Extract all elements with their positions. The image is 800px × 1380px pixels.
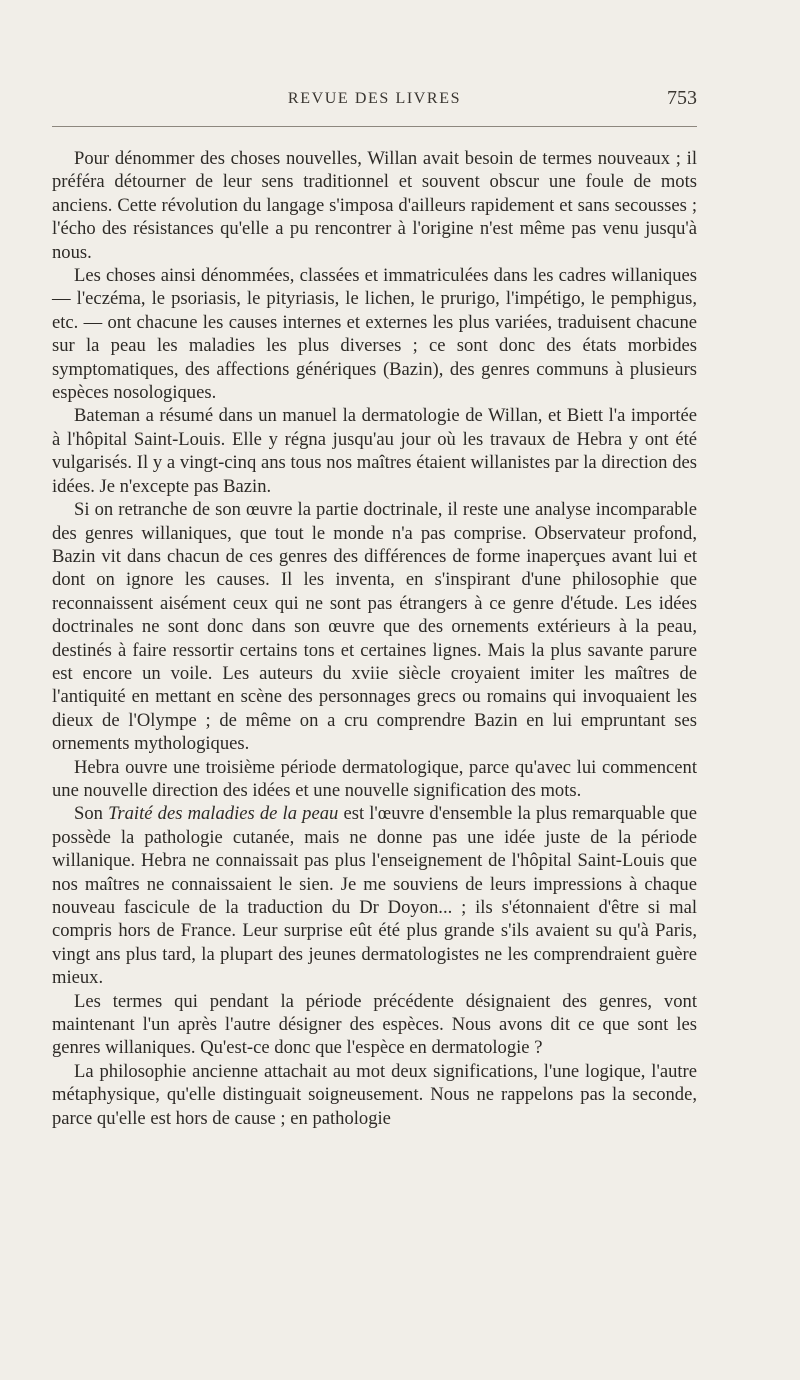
page-number: 753 [667, 87, 697, 109]
paragraph: Hebra ouvre une troisième période dermatologique, parce qu'avec lui commencent une nouvelle direction des idées et une nouvelle signification des mots. [52, 756, 697, 801]
header-rule [52, 126, 697, 127]
book-title: Traité des maladies de la peau [108, 803, 339, 825]
paragraph [52, 802, 697, 989]
running-header [52, 86, 697, 116]
paragraph-lead: Son [74, 803, 109, 825]
paragraph: Si on retranche de son œuvre la partie doctrinale, il reste une analyse incomparable des genres willaniques, que tout le monde n'a pas comprise. Observateur profond, Bazin vit dans chacun de ces genres des différences de forme inaperçues avant lui et dont on ignore les causes. Il les inventa, en s'inspirant d'une philosophie que reconnaissent aisément ceux qui ne sont pas étrangers à ce genre d'étude. Les idées doctrinales ne sont donc dans son œuvre que des ornements extérieurs à la peau, destinés à faire ressortir certains tons et certaines lignes. Mais la plus savante parure est encore un voile. Les auteurs du xviie siècle croyaient imiter les maîtres de l'antiquité en mettant en scène des personnages grecs ou romains qui invoquaient les dieux de l'Olympe ; de même on a cru comprendre Bazin en lui empruntant ses ornements mythologiques. [52, 499, 697, 755]
paragraph: Pour dénommer des choses nouvelles, Willan avait besoin de termes nouveaux ; il préféra détourner de leur sens traditionnel et souvent obscur une foule de mots anciens. Cette révolution du langage s'imposa d'ailleurs rapidement et sans secousses ; l'écho des résistances qu'elle a pu rencontrer à l'origine n'est même pas venu jusqu'à nous. [52, 148, 697, 263]
body-text [52, 147, 697, 1130]
paragraph: La philosophie ancienne attachait au mot deux significations, l'une logique, l'autre métaphysique, qu'elle distinguait soigneusement. Nous ne rappelons pas la seconde, parce qu'elle est hors de cause ; en pathologie [52, 1060, 697, 1129]
book-page [52, 0, 697, 1380]
paragraph: Bateman a résumé dans un manuel la dermatologie de Willan, et Biett l'a importée à l'hôpital Saint-Louis. Elle y régna jusqu'au jour où les travaux de Hebra y ont été vulgarisés. Il y a vingt-cinq ans tous nos maîtres étaient willanistes par la direction des idées. Je n'excepte pas Bazin. [52, 405, 697, 497]
paragraph: Les termes qui pendant la période précédente désignaient des genres, vont maintenant l'un après l'autre désigner des espèces. Nous avons dit ce que sont les genres willaniques. Qu'est-ce donc que l'espèce en dermatologie ? [52, 990, 697, 1059]
paragraph: Les choses ainsi dénommées, classées et immatriculées dans les cadres willaniques — l'eczéma, le psoriasis, le pityriasis, le lichen, le prurigo, l'impétigo, le pemphigus, etc. — ont chacune les causes internes et externes les plus variées, traduisent chacune sur la peau les maladies les plus diverses ; ce sont donc des états morbides symptomatiques, des affections génériques (Bazin), des genres communs à plusieurs espèces nosologiques. [52, 265, 697, 404]
running-title: REVUE DES LIVRES [287, 90, 462, 107]
paragraph-rest: est l'œuvre d'ensemble la plus remarquable que possède la pathologie cutanée, mais ne donne pas une idée juste de la période willanique. Hebra ne connaissait pas plus l'enseignement de l'hôpital Saint-Louis que nos maîtres ne connaissaient le sien. Je me souviens de leurs impressions à chaque nouveau fascicule de la traduction du Dr Doyon... ; ils s'étonnaient d'être si mal compris hors de France. Leur surprise eût été plus grande s'ils avaient su qu'à Paris, vingt ans plus tard, la plupart des jeunes dermatologistes ne les comprendraient guère mieux. [52, 803, 697, 989]
